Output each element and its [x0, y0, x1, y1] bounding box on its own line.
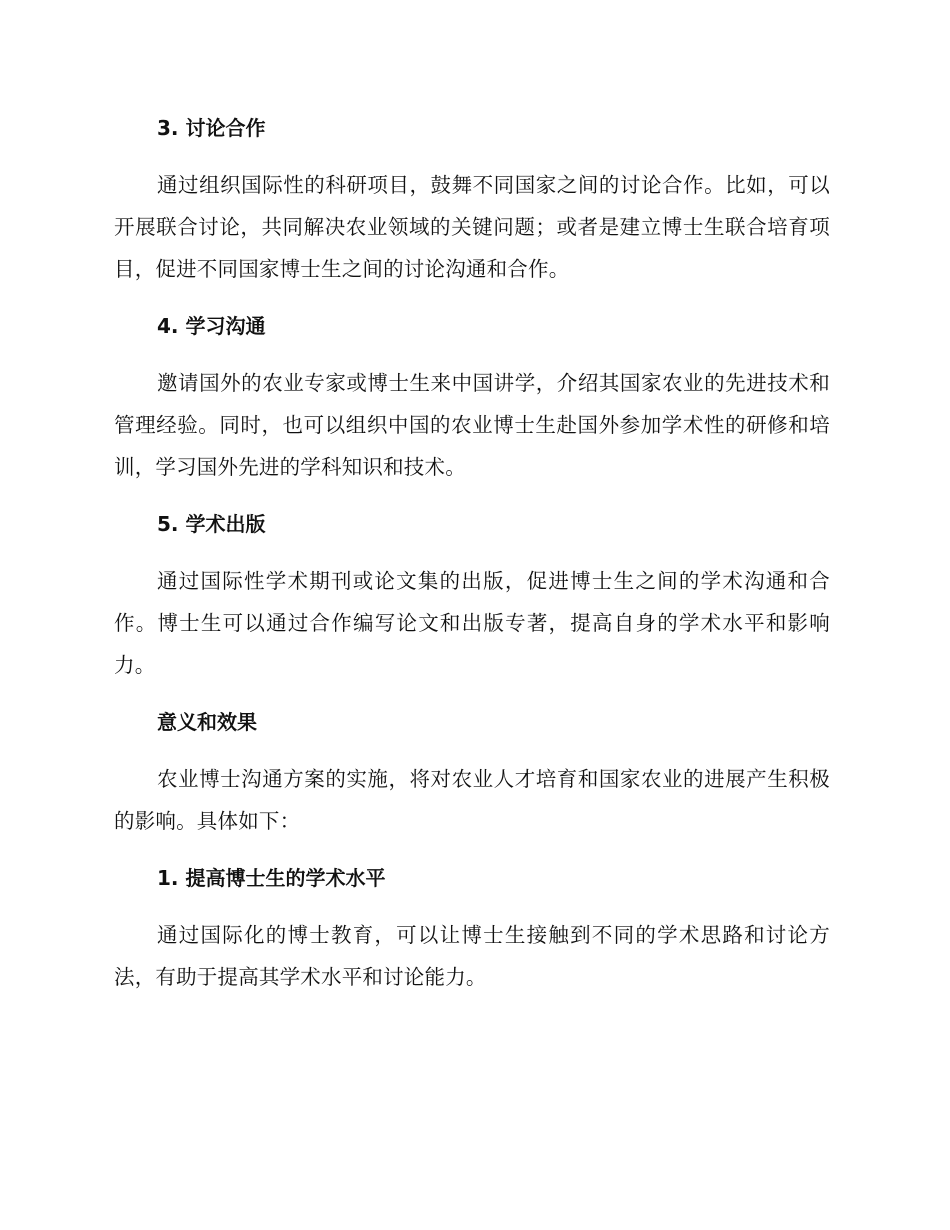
section-heading-discussion-cooperation: 3. 讨论合作: [157, 116, 266, 140]
section-heading-significance-effects: 意义和效果: [157, 710, 257, 734]
section-body-learning-exchange: 邀请国外的农业专家或博士生来中国讲学，介绍其国家农业的先进技术和管理经验。同时，也可以组织中国的农业博士生赴国外参加学术性的研修和培训，学习国外先进的学科知识和技术。: [114, 371, 830, 479]
document-page: [114, 112, 830, 998]
section-heading-academic-publishing: 5. 学术出版: [157, 512, 266, 536]
section-heading-learning-exchange: 4. 学习沟通: [157, 314, 266, 338]
section-body-significance-effects: 农业博士沟通方案的实施，将对农业人才培育和国家农业的进展产生积极的影响。具体如下：: [114, 767, 830, 833]
section-body-academic-publishing: 通过国际性学术期刊或论文集的出版，促进博士生之间的学术沟通和合作。博士生可以通过合作编写论文和出版专著，提高自身的学术水平和影响力。: [114, 569, 830, 677]
section-body-improve-academic-level: 通过国际化的博士教育，可以让博士生接触到不同的学术思路和讨论方法，有助于提高其学术水平和讨论能力。: [114, 923, 830, 989]
section-body-discussion-cooperation: 通过组织国际性的科研项目，鼓舞不同国家之间的讨论合作。比如，可以开展联合讨论，共同解决农业领域的关键问题；或者是建立博士生联合培育项目，促进不同国家博士生之间的讨论沟通和合作。: [114, 173, 830, 281]
section-heading-improve-academic-level: 1. 提高博士生的学术水平: [157, 866, 386, 890]
